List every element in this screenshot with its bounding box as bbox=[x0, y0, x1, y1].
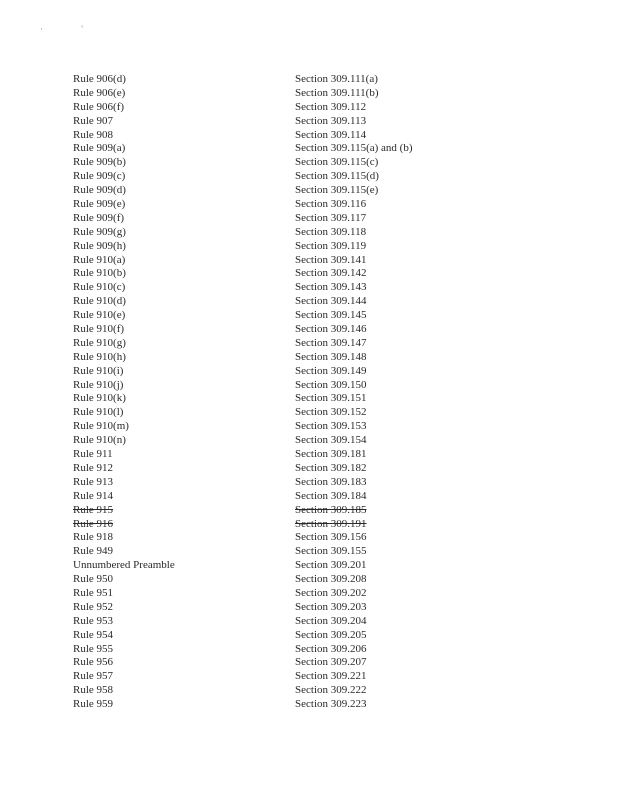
section-cell: Section 309.144 bbox=[295, 295, 367, 308]
section-cell: Section 309.153 bbox=[295, 420, 367, 433]
table-row bbox=[73, 115, 493, 129]
section-cell: Section 309.154 bbox=[295, 434, 367, 447]
section-cell: Section 309.156 bbox=[295, 531, 367, 544]
rule-cell: Rule 908 bbox=[73, 128, 114, 141]
section-cell: Section 309.208 bbox=[295, 573, 367, 586]
table-row bbox=[73, 142, 493, 156]
table-row bbox=[73, 365, 493, 379]
section-cell: Section 309.182 bbox=[295, 461, 367, 474]
section-cell: Section 309.116 bbox=[295, 198, 367, 211]
table-row bbox=[73, 573, 493, 587]
rule-cell: Rule 910(k) bbox=[73, 392, 126, 405]
rule-cell: Rule 958 bbox=[73, 684, 114, 697]
rule-cell: Rule 906(e) bbox=[73, 86, 126, 99]
table-row bbox=[73, 448, 493, 462]
table-row bbox=[73, 615, 493, 629]
rule-cell: Rule 906(d) bbox=[73, 73, 126, 85]
rule-cell: Rule 912 bbox=[73, 461, 114, 474]
rule-cell: Rule 915 bbox=[73, 503, 114, 516]
section-cell: Section 309.203 bbox=[295, 600, 367, 613]
section-cell: Section 309.146 bbox=[295, 323, 367, 336]
table-row bbox=[73, 295, 493, 309]
table-row bbox=[73, 462, 493, 476]
table-row bbox=[73, 101, 493, 115]
section-cell: Section 309.223 bbox=[295, 698, 367, 711]
rule-cell: Rule 909(g) bbox=[73, 225, 126, 238]
rule-cell: Rule 910(i) bbox=[73, 364, 124, 377]
table-row bbox=[73, 559, 493, 573]
rule-section-table bbox=[73, 73, 493, 712]
rule-cell: Rule 952 bbox=[73, 600, 114, 613]
section-cell: Section 309.201 bbox=[295, 559, 367, 572]
table-row bbox=[73, 254, 493, 268]
table-row bbox=[73, 170, 493, 184]
rule-cell: Rule 916 bbox=[73, 517, 114, 530]
rule-cell: Rule 951 bbox=[73, 586, 114, 599]
table-row bbox=[73, 643, 493, 657]
rule-cell: Rule 910(b) bbox=[73, 267, 126, 280]
table-row bbox=[73, 504, 493, 518]
section-cell: Section 309.202 bbox=[295, 586, 367, 599]
section-cell: Section 309.207 bbox=[295, 656, 367, 669]
table-row bbox=[73, 240, 493, 254]
rule-cell: Rule 955 bbox=[73, 642, 114, 655]
table-row bbox=[73, 379, 493, 393]
table-row bbox=[73, 601, 493, 615]
table-row bbox=[73, 156, 493, 170]
rule-cell: Rule 910(f) bbox=[73, 323, 125, 336]
section-cell: Section 309.184 bbox=[295, 489, 367, 502]
rule-cell: Rule 910(c) bbox=[73, 281, 126, 294]
section-cell: Section 309.111(a) bbox=[295, 73, 378, 85]
section-cell: Section 309.183 bbox=[295, 475, 367, 488]
section-cell: Section 309.119 bbox=[295, 239, 367, 252]
section-cell: Section 309.155 bbox=[295, 545, 367, 558]
section-cell: Section 309.115(c) bbox=[295, 156, 379, 169]
section-cell: Section 309.112 bbox=[295, 100, 367, 113]
section-cell: Section 309.142 bbox=[295, 267, 367, 280]
section-cell: Section 309.185 bbox=[295, 503, 367, 516]
rule-cell: Unnumbered Preamble bbox=[73, 559, 175, 572]
section-cell: Section 309.181 bbox=[295, 448, 367, 461]
rule-cell: Rule 957 bbox=[73, 670, 114, 683]
rule-cell: Rule 949 bbox=[73, 545, 114, 558]
rule-cell: Rule 909(e) bbox=[73, 198, 126, 211]
rule-cell: Rule 910(m) bbox=[73, 420, 129, 433]
table-row bbox=[73, 281, 493, 295]
table-row bbox=[73, 351, 493, 365]
table-row bbox=[73, 87, 493, 101]
rule-cell: Rule 959 bbox=[73, 698, 114, 711]
table-row bbox=[73, 698, 493, 712]
section-cell: Section 309.191 bbox=[295, 517, 367, 530]
table-row bbox=[73, 587, 493, 601]
rule-cell: Rule 909(a) bbox=[73, 142, 126, 155]
section-cell: Section 309.206 bbox=[295, 642, 367, 655]
rule-cell: Rule 914 bbox=[73, 489, 114, 502]
table-row bbox=[73, 531, 493, 545]
table-row bbox=[73, 406, 493, 420]
rule-cell: Rule 954 bbox=[73, 628, 114, 641]
section-cell: Section 309.113 bbox=[295, 114, 367, 127]
rule-cell: Rule 906(f) bbox=[73, 100, 125, 113]
rule-cell: Rule 953 bbox=[73, 614, 114, 627]
rule-cell: Rule 907 bbox=[73, 114, 114, 127]
section-cell: Section 309.111(b) bbox=[295, 86, 379, 99]
rule-cell: Rule 909(b) bbox=[73, 156, 126, 169]
rule-cell: Rule 910(e) bbox=[73, 309, 126, 322]
table-row bbox=[73, 392, 493, 406]
table-row bbox=[73, 670, 493, 684]
rule-cell: Rule 911 bbox=[73, 448, 113, 461]
section-cell: Section 309.221 bbox=[295, 670, 367, 683]
rule-cell: Rule 910(a) bbox=[73, 253, 126, 266]
rule-cell: Rule 910(g) bbox=[73, 336, 126, 349]
table-row bbox=[73, 434, 493, 448]
section-cell: Section 309.117 bbox=[295, 211, 367, 224]
section-cell: Section 309.141 bbox=[295, 253, 367, 266]
section-cell: Section 309.118 bbox=[295, 225, 367, 238]
table-row bbox=[73, 226, 493, 240]
table-row bbox=[73, 490, 493, 504]
rule-cell: Rule 956 bbox=[73, 656, 114, 669]
section-cell: Section 309.115(d) bbox=[295, 170, 379, 183]
table-row bbox=[73, 420, 493, 434]
rule-cell: Rule 910(d) bbox=[73, 295, 126, 308]
rule-cell: Rule 910(j) bbox=[73, 378, 124, 391]
table-row bbox=[73, 518, 493, 532]
rule-cell: Rule 910(l) bbox=[73, 406, 124, 419]
rule-cell: Rule 909(h) bbox=[73, 239, 126, 252]
corner-mark: · ' bbox=[40, 24, 101, 34]
section-cell: Section 309.145 bbox=[295, 309, 367, 322]
table-row bbox=[73, 184, 493, 198]
section-cell: Section 309.204 bbox=[295, 614, 367, 627]
rule-cell: Rule 909(f) bbox=[73, 211, 125, 224]
rule-cell: Rule 950 bbox=[73, 573, 114, 586]
table-row bbox=[73, 73, 493, 87]
rule-cell: Rule 910(n) bbox=[73, 434, 126, 447]
table-row bbox=[73, 684, 493, 698]
section-cell: Section 309.149 bbox=[295, 364, 367, 377]
section-cell: Section 309.222 bbox=[295, 684, 367, 697]
table-row bbox=[73, 198, 493, 212]
section-cell: Section 309.115(a) and (b) bbox=[295, 142, 413, 155]
section-cell: Section 309.115(e) bbox=[295, 184, 379, 197]
section-cell: Section 309.205 bbox=[295, 628, 367, 641]
section-cell: Section 309.152 bbox=[295, 406, 367, 419]
table-row bbox=[73, 212, 493, 226]
rule-cell: Rule 909(d) bbox=[73, 184, 126, 197]
rule-cell: Rule 918 bbox=[73, 531, 114, 544]
table-row bbox=[73, 656, 493, 670]
section-cell: Section 309.147 bbox=[295, 336, 367, 349]
table-row bbox=[73, 337, 493, 351]
section-cell: Section 309.114 bbox=[295, 128, 367, 141]
rule-cell: Rule 913 bbox=[73, 475, 114, 488]
rule-cell: Rule 909(c) bbox=[73, 170, 126, 183]
table-row bbox=[73, 476, 493, 490]
table-row bbox=[73, 545, 493, 559]
table-row bbox=[73, 267, 493, 281]
table-row bbox=[73, 129, 493, 143]
table-row bbox=[73, 309, 493, 323]
table-row bbox=[73, 629, 493, 643]
section-cell: Section 309.143 bbox=[295, 281, 367, 294]
section-cell: Section 309.151 bbox=[295, 392, 367, 405]
rule-cell: Rule 910(h) bbox=[73, 350, 126, 363]
section-cell: Section 309.148 bbox=[295, 350, 367, 363]
table-row bbox=[73, 323, 493, 337]
section-cell: Section 309.150 bbox=[295, 378, 367, 391]
